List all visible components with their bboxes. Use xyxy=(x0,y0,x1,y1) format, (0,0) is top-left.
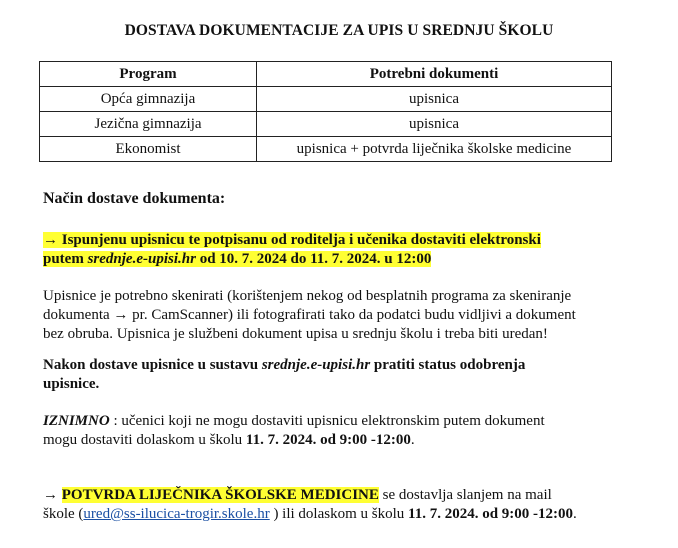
step-upload-paragraph xyxy=(43,231,623,269)
medical-text-b: škole ( xyxy=(43,506,84,522)
eupisi-link[interactable]: srednje.e-upisi.hr xyxy=(87,251,196,267)
scan-line3: bez obruba. Upisnica je službeni dokument upisa u srednju školu i treba biti uredan! xyxy=(43,326,548,342)
documents-cell: upisnica xyxy=(257,112,612,137)
document-title: DOSTAVA DOKUMENTACIJE ZA UPIS U SREDNJU ŠKOLU xyxy=(124,22,554,39)
column-header-program: Program xyxy=(40,62,257,87)
exception-paragraph xyxy=(43,412,623,450)
exception-end: . xyxy=(410,432,415,448)
status-line2: upisnice. xyxy=(43,376,100,392)
status-text-b: pratiti status odobrenja xyxy=(370,357,526,373)
step-upload-line2 xyxy=(43,251,431,267)
program-cell: Ekonomist xyxy=(40,137,257,162)
scan-line1: Upisnice je potrebno skenirati (korištenjem nekog od besplatnih programa za skeniranje xyxy=(43,288,572,304)
medical-text-a: se dostavlja slanjem na mail xyxy=(378,487,552,503)
exception-text-a: : učenici koji ne mogu dostaviti upisnicu elektronskim putem dokument xyxy=(109,413,545,429)
medical-text-c: ) ili dolaskom u školu xyxy=(269,506,409,522)
table-row xyxy=(40,137,612,162)
medical-date: 11. 7. 2024. od 9:00 -12:00 xyxy=(408,506,574,522)
eupisi-link[interactable]: srednje.e-upisi.hr xyxy=(261,357,371,373)
scan-instructions-paragraph xyxy=(43,287,623,344)
medical-certificate-highlight: POTVRDA LIJEČNIKA ŠKOLSKE MEDICINE xyxy=(61,487,379,503)
medical-end: . xyxy=(573,506,577,522)
step-upload-prefix: putem xyxy=(43,251,88,267)
column-header-documents: Potrebni dokumenti xyxy=(257,62,612,87)
exception-date: 11. 7. 2024. od 9:00 -12:00 xyxy=(245,432,411,448)
step-upload-line1: → Ispunjenu upisnicu te potpisanu od roditelja i učenika dostaviti elektronski xyxy=(43,232,541,248)
exception-label: IZNIMNO xyxy=(43,413,110,429)
program-cell: Opća gimnazija xyxy=(40,87,257,112)
status-text-a: Nakon dostave upisnice u sustavu xyxy=(43,357,262,373)
arrow-icon: → xyxy=(43,487,62,503)
medical-certificate-paragraph xyxy=(43,486,623,524)
step-upload-dates: od 10. 7. 2024 do 11. 7. 2024. u 12:00 xyxy=(195,251,432,267)
table-row xyxy=(40,87,612,112)
documents-table xyxy=(39,61,612,162)
delivery-heading: Način dostave dokumenta: xyxy=(43,190,226,207)
table-row xyxy=(40,112,612,137)
scan-line2: dokumenta → pr. CamScanner) ili fotografirati tako da podatci budu vidljivi a dokument xyxy=(43,307,576,323)
documents-cell: upisnica + potvrda liječnika školske medicine xyxy=(257,137,612,162)
exception-text-b: mogu dostaviti dolaskom u školu xyxy=(43,432,246,448)
program-cell: Jezična gimnazija xyxy=(40,112,257,137)
status-paragraph xyxy=(43,356,623,394)
documents-cell: upisnica xyxy=(257,87,612,112)
school-email-link[interactable]: ured@ss-ilucica-trogir.skole.hr xyxy=(83,506,270,522)
table-header-row xyxy=(40,62,612,87)
